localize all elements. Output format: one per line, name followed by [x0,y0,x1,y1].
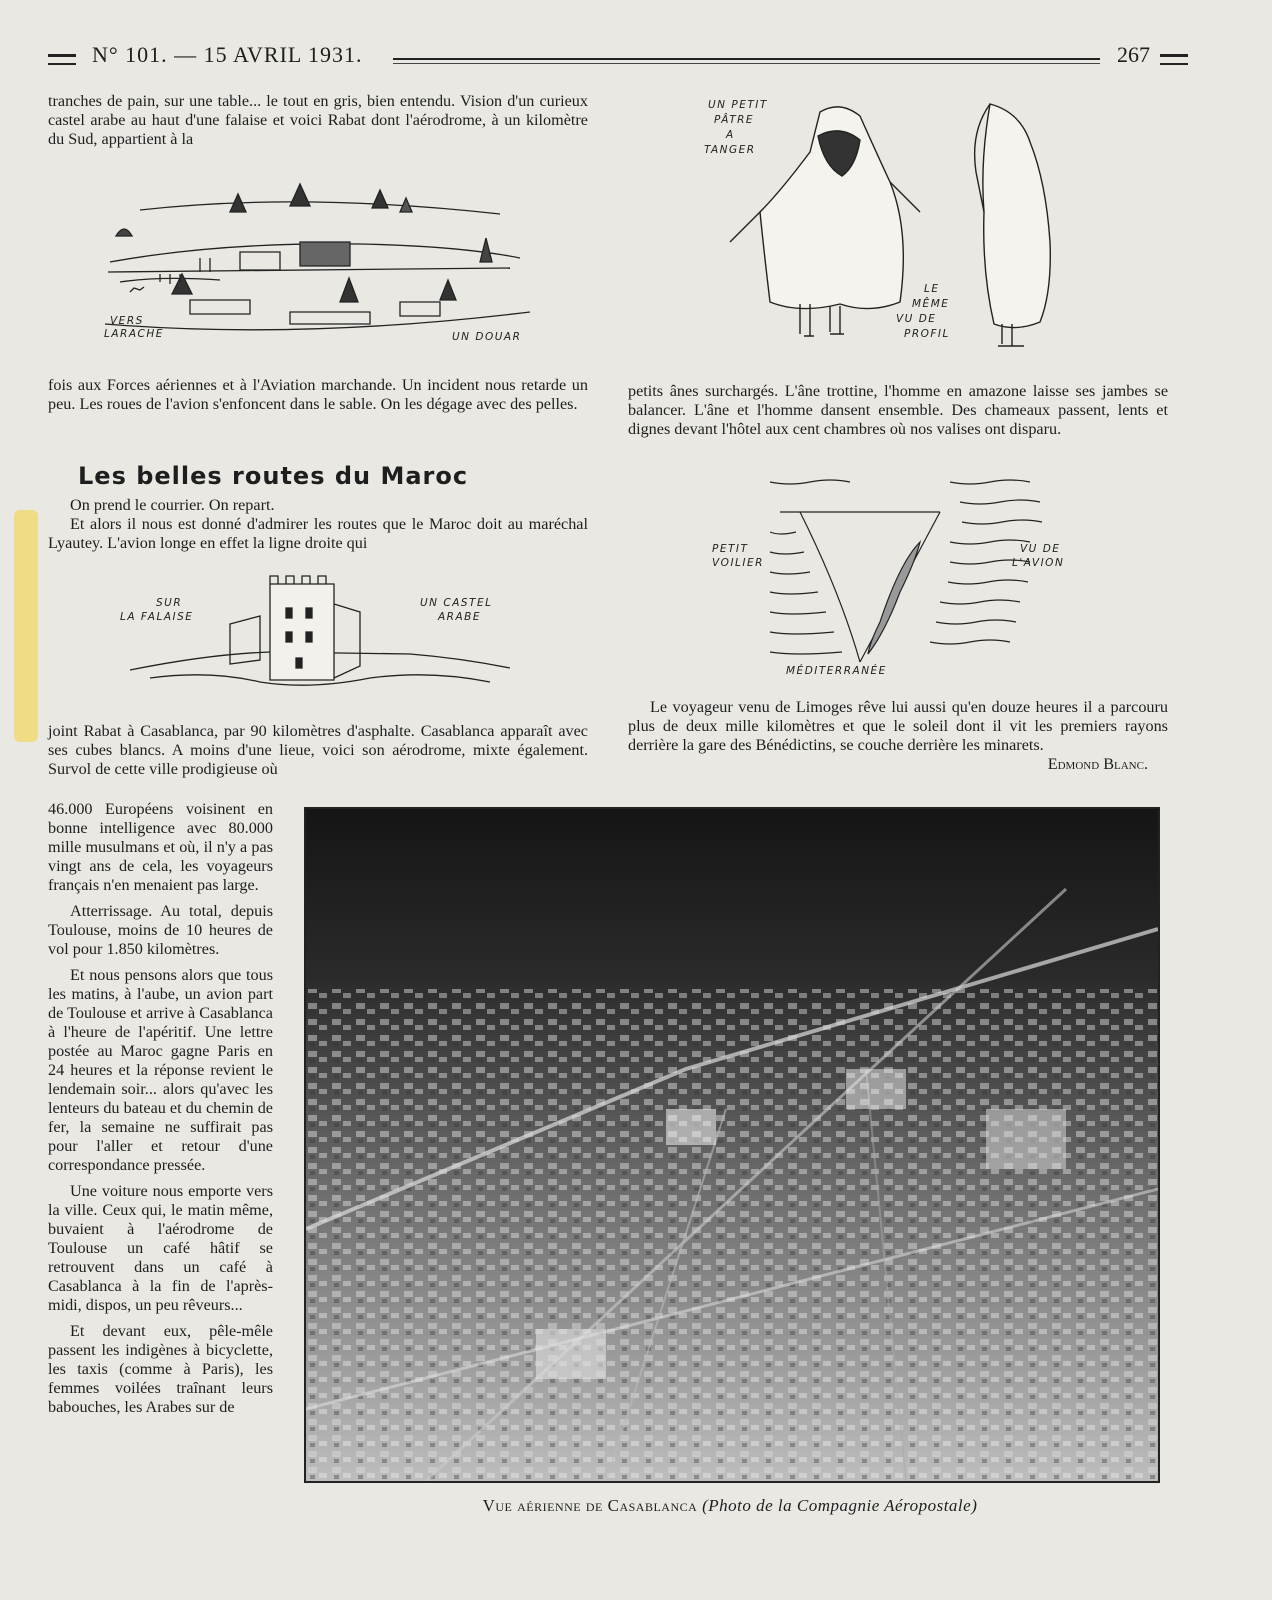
header-right-ornament [1160,54,1188,65]
paragraph: Et alors il nous est donné d'admirer les routes que le Maroc doit au maréchal Lyautey. L'avion longe en effet la ligne droite qui [48,515,588,552]
margin-highlight-mark [14,510,38,742]
paragraph: petits ânes surchargés. L'âne trottine, l'homme en amazone laisse ses jambes se balancer. L'âne et l'homme dansent ensemble. Des chameaux passent, lents et dignes devant l'hôtel aux cent chambres où nos valises ont disparu. [628,382,1168,438]
caption-credit: (Photo de la Compagnie Aéropostale) [702,1496,978,1515]
signature [628,755,1168,774]
left-top-text [48,92,588,149]
label-line: LARACHE [104,328,164,340]
paragraph: 46.000 Européens voisinent en bonne intelligence avec 80.000 mille musulmans et où, il n'y a pas vingt ans de cela, les voyageurs français n'en menaient pas large. [48,800,273,894]
left-after-sketch2 [48,722,588,779]
section-heading: Les belles routes du Maroc [78,462,469,490]
sketch-label-profil [896,283,954,340]
sketch-label-left [104,315,164,340]
aerial-photo [304,807,1160,1483]
sketch-rabat-landscape [100,172,550,352]
sketch-label-mediterranee: MÉDITERRANÉE [786,665,887,677]
shepherd-drawing [700,92,1100,362]
paragraph: tranches de pain, sur une table... le tout en gris, bien entendu. Vision d'un curieux castel arabe au haut d'une falaise et voici Rabat dont l'aérodrome, à un kilomètre du Sud, appartient à la [48,92,588,148]
label-line: VERS [110,315,144,327]
left-section-text [48,496,588,553]
label-line: VU DE [1020,543,1061,555]
label-line: MÊME [912,298,950,310]
sketch-label-voilier [712,543,764,569]
aerial-photo-image [306,809,1158,1481]
sketch-label-left [120,597,193,623]
sketch-shepherd [700,92,1100,362]
sketch-label-avion [1012,543,1065,569]
paragraph: Et devant eux, pêle-mêle passent les indigènes à bicyclette, les taxis (comme à Paris), les femmes voilées traînant leurs babouches, les Arabes sur de [48,1322,273,1416]
label-line: UN PETIT [708,99,768,111]
paragraph: joint Rabat à Casablanca, par 90 kilomètres d'asphalte. Casablanca apparaît avec ses cubes blancs. A moins d'une lieue, voici son aérodrome, mixte également. Survol de cette ville prodigieuse où [48,722,588,778]
paragraph: Et nous pensons alors que tous les matins, à l'aube, un avion part de Toulouse et arrive à Casablanca à l'heure de l'apéritif. Une lettre postée au Maroc gagne Paris en 24 heures et la réponse revient le lendemain soir... alors qu'avec les lenteurs du bateau et du chemin de fer, la semaine ne suffirait pas pour l'aller et retour d'une correspondance pressée. [48,966,273,1174]
label-line: A [726,129,735,141]
castle-drawing [110,574,530,704]
paragraph: On prend le courrier. On repart. [70,496,275,514]
left-after-sketch1 [48,376,588,414]
label-line: UN CASTEL [420,597,493,609]
paragraph: Atterrissage. Au total, depuis Toulouse, moins de 10 heures de vol pour 1.850 kilomètres. [48,902,273,958]
label-line: TANGER [704,144,756,156]
page-number: 267 [1117,42,1150,67]
sailboat-drawing [710,472,1110,682]
label-line: PROFIL [904,328,950,340]
sketch-label-right: UN DOUAR [452,331,522,343]
caption-title: Vue aérienne de Casablanca [482,1496,698,1515]
label-line: L'AVION [1012,557,1065,569]
label-line: SUR [156,597,183,609]
label-line: LE [924,283,940,295]
label-line: PETIT [712,543,749,555]
paragraph: Une voiture nous emporte vers la ville. Ceux qui, le matin même, buvaient à l'aérodrome de Toulouse un café hâtif se retrouvent dans un café à Casablanca à la fin de l'après-midi, dispos, un peu rêveurs... [48,1182,273,1314]
paragraph: Le voyageur venu de Limoges rêve lui aussi qu'en douze heures il a parcouru plus de deux mille kilomètres et que le soleil dont il vit les premiers rayons derrière la gare des Bénédictins, se couche derrière les minarets. [628,698,1168,754]
sketch-label-right [420,597,497,623]
label-line: ARABE [438,611,481,623]
issue-line: N° 101. — 15 AVRIL 1931. [92,42,363,67]
landscape-drawing [100,172,550,352]
page-header [48,40,1188,76]
narrow-column [48,800,273,1424]
right-p1 [628,382,1168,439]
label-line: LA FALAISE [120,611,194,623]
sketch-castle-cliff [110,574,530,704]
photo-caption [304,1496,1156,1516]
paragraph: fois aux Forces aériennes et à l'Aviation marchande. Un incident nous retarde un peu. Les roues de l'avion s'enfoncent dans le sable. On les dégage avec des pelles. [48,376,588,413]
signature-name: Edmond Blanc. [1047,755,1148,773]
sketch-label-pastre [704,99,773,156]
label-line: VOILIER [712,557,764,569]
header-left-ornament [48,54,76,65]
label-line: PÂTRE [714,114,755,126]
sketch-sailboat [710,472,1110,682]
right-p2 [628,698,1168,774]
header-rule [393,58,1100,64]
label-line: VU DE [896,313,937,325]
